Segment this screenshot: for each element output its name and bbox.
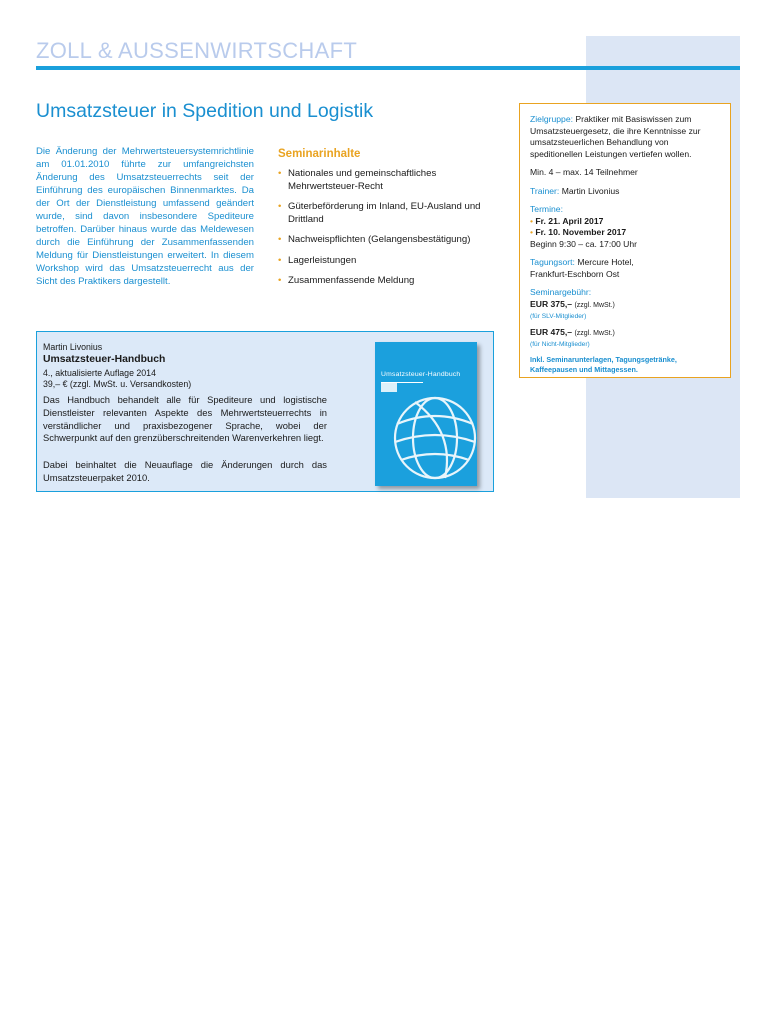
book-price: 39,– € (zzgl. MwSt. u. Versandkosten) — [43, 379, 192, 389]
venue-label: Tagungsort: — [530, 257, 575, 267]
trainer-name: Martin Livonius — [561, 185, 620, 196]
target-label: Zielgruppe: — [530, 114, 573, 124]
list-item: • Lagerleistungen — [278, 255, 508, 268]
time: Beginn 9:30 – ca. 17:00 Uhr — [530, 238, 638, 249]
venue — [530, 257, 720, 280]
section-title: ZOLL & AUSSENWIRTSCHAFT — [36, 38, 358, 63]
seminar-info-box — [519, 103, 731, 378]
fee-1-note: (für SLV-Mitglieder) — [530, 313, 587, 320]
date-2: • Fr. 10. November 2017 — [530, 227, 627, 237]
book-advert-box — [36, 331, 494, 492]
book-description: Das Handbuch behandelt alle für Spediteure und logistische Dienstleister relevanten Aspekte des Mehrwertsteuerrechts in verständlicher und praxisbezogener Sprache, wobei der Schwerpunkt auf den grenzüberschreitenden Warenverkehren liegt. — [43, 394, 327, 444]
inclusive-note: Inkl. Seminarunterlagen, Tagungsgetränke, Kaffeepausen und Mittagessen. — [530, 354, 677, 374]
fee-2: EUR 475,– (zzgl. MwSt.) — [530, 326, 615, 337]
page-title: Umsatzsteuer in Spedition und Logistik — [36, 100, 374, 122]
target-group — [530, 114, 720, 160]
book-edition: 4., aktualisierte Auflage 2014 — [43, 368, 156, 378]
list-item: • Nationales und gemeinschaftliches Mehrwertsteuer-Recht — [278, 168, 508, 193]
venue-line-1: Mercure Hotel, — [577, 257, 634, 267]
globe-icon — [375, 342, 477, 486]
book-title: Umsatzsteuer-Handbuch — [43, 354, 166, 365]
venue-line-2: Frankfurt-Eschborn Ost — [530, 268, 620, 279]
dates-label: Termine: — [530, 204, 563, 214]
fee-label: Seminargebühr: — [530, 287, 592, 297]
list-item: • Zusammenfassende Meldung — [278, 275, 508, 288]
fees — [530, 287, 720, 375]
dates — [530, 204, 720, 250]
book-cover-image — [375, 342, 477, 486]
trainer-label: Trainer: — [530, 185, 560, 196]
list-item: • Güterbeförderung im Inland, EU-Ausland und Drittland — [278, 201, 508, 226]
list-item: • Nachweispflichten (Gelangensbestätigung) — [278, 234, 508, 247]
header-rule — [36, 66, 740, 70]
book-description-2: Dabei beinhaltet die Neuauflage die Änderungen durch das Umsatzsteuerpaket 2010. — [43, 459, 327, 483]
trainer — [530, 186, 720, 198]
fee-2-note: (für Nicht-Mitglieder) — [530, 341, 590, 348]
participants: Min. 4 – max. 14 Teilnehmer — [530, 167, 638, 177]
contents-heading: Seminarinhalte — [278, 148, 361, 160]
date-1: • Fr. 21. April 2017 — [530, 215, 604, 226]
book-author: Martin Livonius — [43, 342, 103, 352]
contents-list — [278, 168, 508, 296]
target-text: Praktiker mit Basiswissen zum Umsatzsteuergesetz, die ihre Kenntnisse zur umsatzsteuerlichen Behandlung von speditionellen Leistungen vertiefen wollen. — [530, 114, 701, 159]
book-cover-title: Umsatzsteuer-Handbuch — [381, 371, 461, 378]
intro-text: Die Änderung der Mehrwertsteuersystemrichtlinie am 01.01.2010 führte zur umfangreichsten Änderung des Umsatzsteuerrechts seit der Einführung des europäischen Binnenmarktes. Da der Ort der Dienstleistung umfassend geändert wurde, sind davon insbesondere Spediteure betroffen. Darüber hinaus wurde das Meldewesen durch die Einführung der Zusammenfassenden Meldung für Dienstleistungen erweitert. In diesem Workshop wird das Umsatzsteuerrecht aus der Sicht des Praktikers dargestellt. — [36, 146, 254, 287]
fee-1: EUR 375,– (zzgl. MwSt.) — [530, 298, 615, 309]
